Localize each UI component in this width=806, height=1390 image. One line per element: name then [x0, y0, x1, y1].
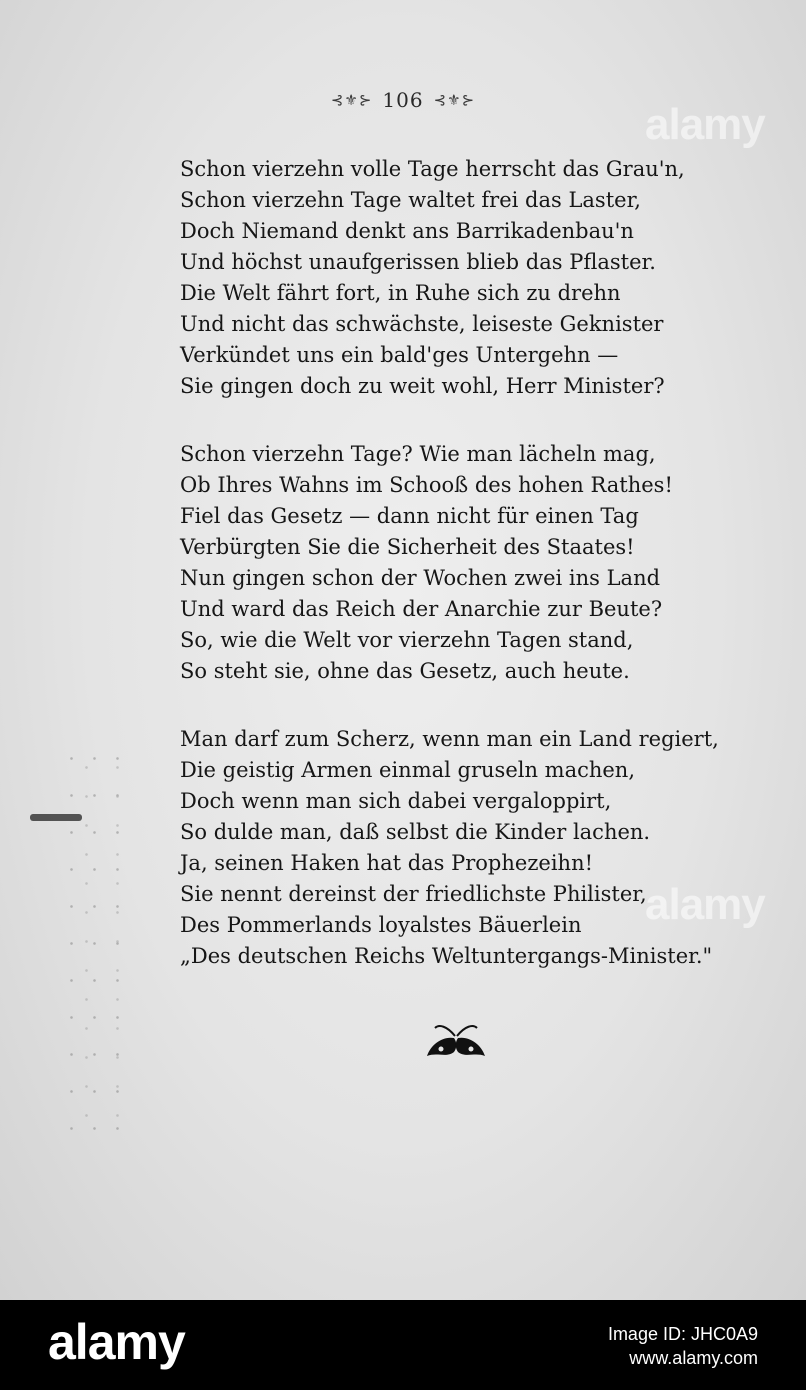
poem-stanza [180, 154, 780, 402]
poem-line: Fiel das Gesetz — dann nicht für einen Tag [180, 504, 639, 528]
poem-line: Man darf zum Scherz, wenn man ein Land regiert, [180, 727, 719, 751]
poem-line: Doch Niemand denkt ans Barrikadenbau'n [180, 219, 634, 243]
poem-line: Die geistig Armen einmal gruseln machen, [180, 758, 636, 782]
poem-line: Und ward das Reich der Anarchie zur Beute? [180, 597, 663, 621]
poem-line: Nun gingen schon der Wochen zwei ins Land [180, 566, 661, 590]
watermark-overlay: alamy [645, 880, 765, 929]
image-id: Image ID: JHC0A9 [607, 1324, 758, 1344]
poem-line: Die Welt fährt fort, in Ruhe sich zu drehn [180, 281, 621, 305]
poem-line: Sie nennt dereinst der friedlichste Philister, [180, 882, 647, 906]
leaf-pair-fleuron-icon [425, 1022, 487, 1064]
poem-line: Ja, seinen Haken hat das Prophezeihn! [180, 851, 594, 875]
poem-line: Verbürgten Sie die Sicherheit des Staates! [180, 535, 635, 559]
poem-line: Des Pommerlands loyalstes Bäuerlein [180, 913, 582, 937]
poem-line: Und nicht das schwächste, leiseste Geknister [180, 312, 664, 336]
ornament-right-icon: ⊰⚜⊱ [433, 91, 476, 109]
alamy-logo: alamy [48, 1314, 185, 1370]
poem-line: Verkündet uns ein bald'ges Untergehn — [180, 343, 619, 367]
poem-stanza [180, 439, 780, 687]
watermark-overlay: alamy [645, 100, 765, 149]
poem-line: Sie gingen doch zu weit wohl, Herr Minister? [180, 374, 665, 398]
poem-line: So steht sie, ohne das Gesetz, auch heute. [180, 659, 630, 683]
poem-line: So dulde man, daß selbst die Kinder lachen. [180, 820, 651, 844]
ornament-left-icon: ⊰⚜⊱ [330, 91, 373, 109]
poem-line: Schon vierzehn Tage? Wie man lächeln mag, [180, 442, 656, 466]
poem-line: Schon vierzehn Tage waltet frei das Laster, [180, 188, 641, 212]
poem-line: Doch wenn man sich dabei vergaloppirt, [180, 789, 612, 813]
poem-line: Ob Ihres Wahns im Schooß des hohen Rathes! [180, 473, 673, 497]
poem-stanza [180, 724, 780, 972]
poem-line: „Des deutschen Reichs Weltuntergangs-Minister." [180, 944, 713, 968]
poem-line: Und höchst unaufgerissen blieb das Pflaster. [180, 250, 656, 274]
image-id-block [608, 1322, 758, 1370]
paper-specks [60, 740, 120, 1140]
site-url: www.alamy.com [629, 1348, 758, 1368]
poem-line: Schon vierzehn volle Tage herrscht das Grau'n, [180, 157, 685, 181]
poem-line: So, wie die Welt vor vierzehn Tagen stand, [180, 628, 634, 652]
page-number: 106 [382, 88, 424, 112]
